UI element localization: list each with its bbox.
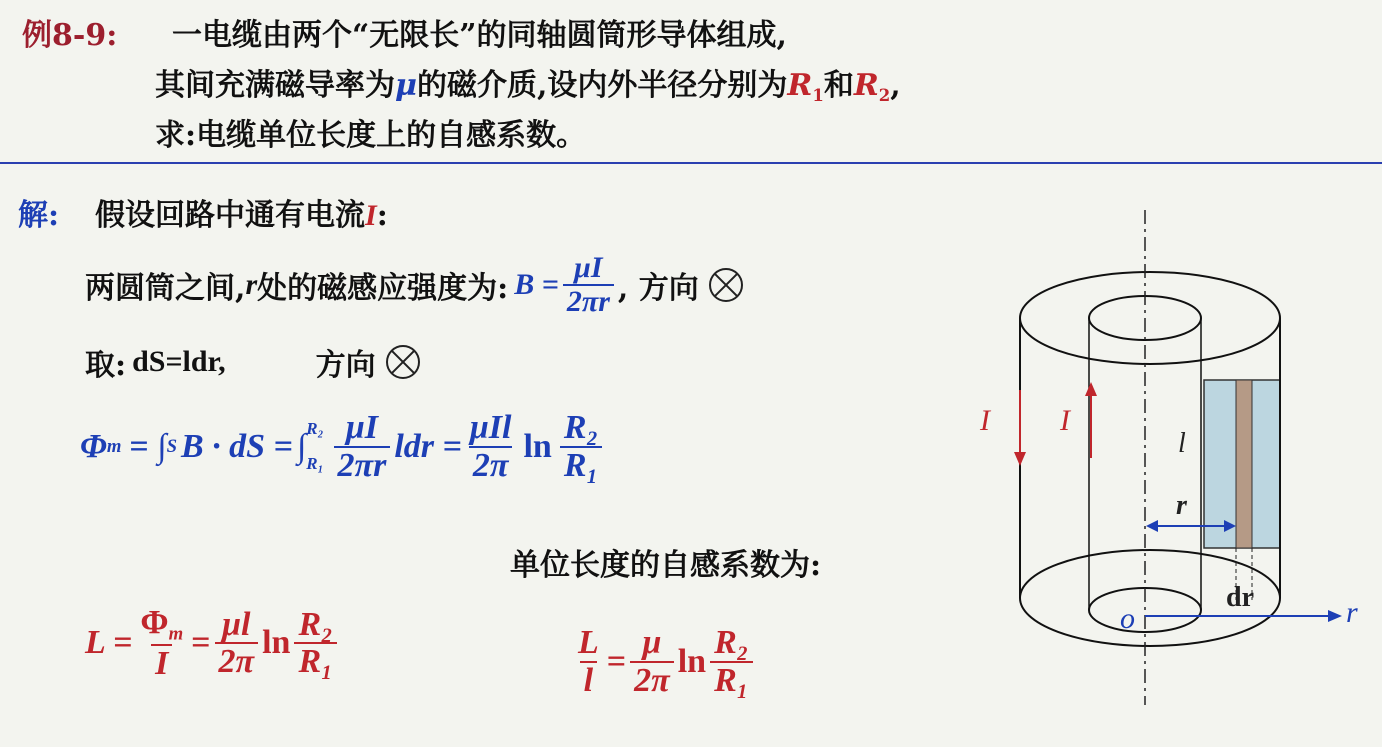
outer-current-label: I: [980, 404, 990, 437]
solution-intro: [95, 190, 388, 234]
ratio-numerator: R₂: [298, 605, 333, 643]
phi-subscript: m: [106, 435, 122, 457]
origin-label: o: [1120, 602, 1135, 635]
ratio-denominator: R₁: [294, 642, 337, 680]
equals-sign: =: [191, 624, 211, 662]
and-text: 和: [823, 68, 854, 103]
upper-limit: R₂: [306, 419, 324, 439]
ln-symbol: ln: [523, 427, 552, 465]
inner-current-arrowhead: [1085, 382, 1097, 396]
flux-equation: Φ m = ∫ S B · dS = ∫ R₂ R₁ $\frac{\mu I}{2\pi r}$ ldr = $\frac{\text{μIl}}{2\pi}$ ln $\frac{\text{R₂}}{\text{R₁}}$: [80, 410, 606, 483]
outer-top-ellipse: [1020, 272, 1280, 364]
r2-symbol: R: [853, 68, 879, 103]
ratio-denominator: R₁: [560, 446, 603, 484]
colon: :: [376, 198, 388, 233]
flux-fraction-2: [466, 410, 516, 483]
r-ratio: [294, 607, 337, 680]
l-numerator: L: [578, 624, 599, 661]
mu-over-2pi: [630, 625, 674, 698]
surface-integral: = ∫: [129, 427, 167, 465]
inductance-equation: [85, 605, 341, 682]
i-denominator: I: [151, 644, 172, 682]
phi-over-i: [136, 605, 187, 682]
ln-symbol: ln: [262, 624, 291, 662]
lower-limit: R₁: [306, 453, 324, 473]
b-denominator: 2πr: [563, 284, 614, 318]
ratio-numerator: R₂: [714, 624, 749, 661]
outer-current-arrowhead: [1014, 452, 1026, 466]
flux-denominator: 2πr: [334, 446, 391, 484]
flux-denominator-2: 2π: [469, 446, 513, 484]
b-numerator: μI: [574, 251, 603, 284]
field-text: 两圆筒之间,: [85, 270, 246, 306]
ratio-numerator: R₂: [563, 409, 599, 446]
divider: [0, 162, 1382, 164]
per-length-equation: [570, 625, 757, 698]
ds-expression: dS=ldr,: [132, 345, 226, 378]
ldr-equals: ldr =: [394, 427, 462, 465]
integral-s: S: [166, 435, 177, 457]
b-dot-ds: B · dS =: [180, 427, 293, 465]
radial-axis-arrowhead: [1328, 610, 1342, 622]
radial-axis-label: r: [1346, 596, 1358, 629]
r-symbol: r: [245, 267, 258, 301]
coax-diagram: [960, 200, 1370, 740]
ln-symbol: ln: [677, 642, 707, 680]
phi-symbol: Φ: [80, 427, 107, 465]
into-page-icon: [709, 268, 743, 302]
take-label: 取:: [85, 348, 127, 383]
phi-subscript: m: [168, 623, 184, 645]
mu-symbol: μ: [395, 68, 417, 103]
r-ratio: [710, 625, 753, 698]
integral-limits: [306, 419, 323, 474]
take-line: [85, 340, 420, 384]
ratio-denominator: R₁: [710, 661, 753, 699]
flux-ratio: [560, 410, 603, 483]
problem-line-3: 求:电缆单位长度上的自感系数。: [155, 118, 587, 153]
flux-fraction-1: [334, 410, 391, 483]
problem-text: 其间充满磁导率为: [155, 68, 395, 103]
l-denominator: l: [580, 661, 597, 699]
phi-symbol: Φ: [140, 604, 169, 641]
example-label: 例8-9:: [22, 18, 118, 53]
into-page-icon: [386, 345, 420, 379]
r1-subscript: 1: [812, 85, 824, 105]
comma: ,: [890, 68, 901, 103]
intro-text: 假设回路中通有电流: [95, 198, 365, 233]
solution-label: 解:: [18, 198, 60, 233]
direction-text: , 方向: [617, 270, 699, 306]
length-label: l: [1178, 428, 1186, 459]
field-line: [85, 252, 743, 317]
mul-numerator: μl: [222, 605, 251, 643]
r1-symbol: R: [787, 68, 813, 103]
b-fraction: [563, 252, 614, 317]
problem-line-1: 一电缆由两个“无限长”的同轴圆筒形导体组成,: [172, 18, 787, 53]
mul-over-2pi: [215, 607, 259, 680]
r2-subscript: 2: [878, 85, 891, 105]
b-equals: B =: [514, 267, 559, 301]
flux-numerator: μI: [345, 409, 378, 446]
two-pi-denominator: 2π: [630, 661, 674, 699]
per-length-label: 单位长度的自感系数为:: [510, 548, 822, 583]
two-pi-denominator: 2π: [215, 642, 259, 680]
direction-text: 方向: [315, 348, 376, 383]
flux-numerator-2: μIl: [469, 409, 512, 446]
r-arrowhead-left: [1146, 520, 1158, 532]
dr-label: dr: [1226, 582, 1254, 613]
current-symbol: I: [365, 199, 377, 232]
mu-numerator: μ: [642, 624, 662, 661]
l-over-l: [574, 625, 603, 698]
inner-current-label: I: [1060, 404, 1070, 437]
problem-line-2: [155, 60, 901, 105]
r-label: r: [1176, 490, 1187, 521]
equals-sign: =: [606, 642, 627, 680]
problem-text: 的磁介质,设内外半径分别为: [416, 68, 788, 103]
field-text: 处的磁感应强度为:: [257, 270, 509, 306]
dr-strip: [1236, 380, 1252, 548]
l-equals: L =: [85, 624, 133, 662]
